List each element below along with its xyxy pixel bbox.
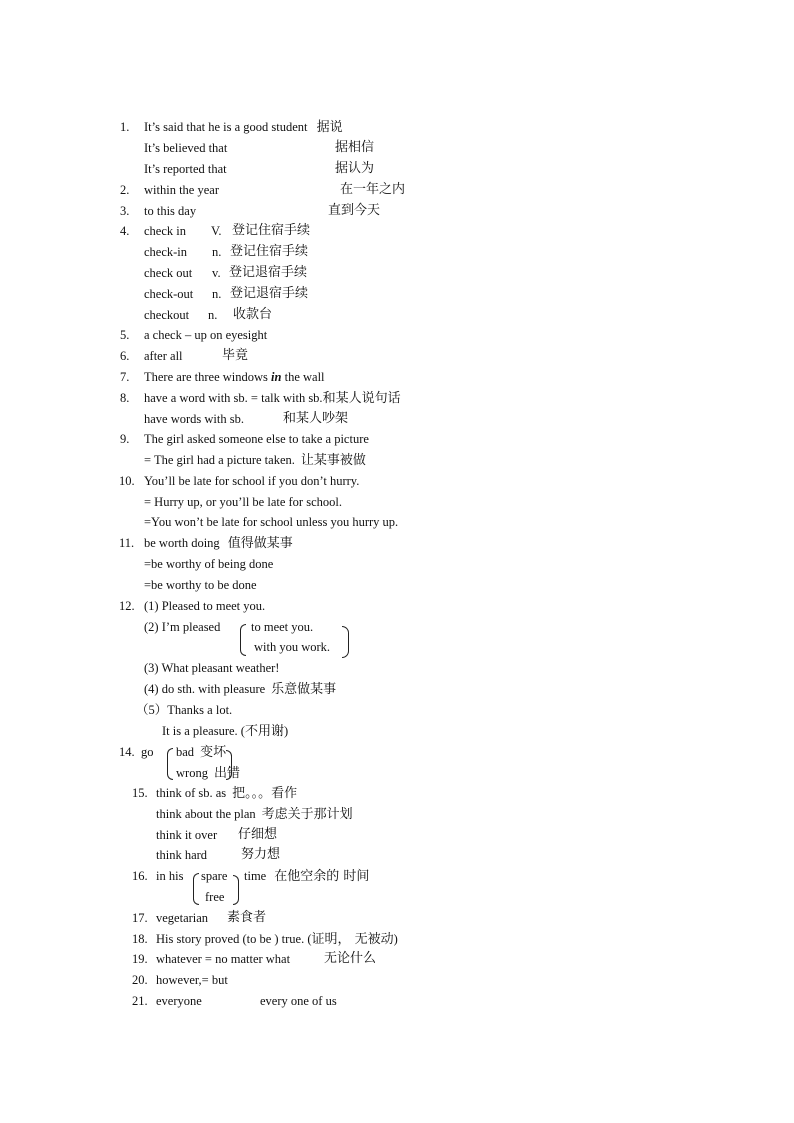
- item-9-text-2: = The girl had a picture taken. 让某事被做: [144, 453, 366, 468]
- item-4-row-2-pos: n.: [212, 245, 222, 259]
- item-2-zh: 在一年之内: [340, 182, 406, 197]
- item-15-text-4: think hard: [156, 848, 208, 862]
- item-7-number: 7.: [120, 370, 130, 384]
- item-11-text-2: =be worthy of being done: [144, 557, 274, 571]
- item-10-number: 10.: [119, 474, 135, 488]
- item-16-number: 16.: [132, 869, 148, 883]
- item-12-sub-4: (4) do sth. with pleasure 乐意做某事: [144, 682, 337, 697]
- item-8-text-1: have a word with sb. = talk with sb.和某人说句话: [144, 391, 401, 406]
- item-4-row-5-word: checkout: [144, 308, 190, 322]
- item-17-text: vegetarian: [156, 911, 209, 925]
- right-brace: [342, 626, 349, 658]
- item-12-sub-1: (1) Pleased to meet you.: [144, 599, 266, 613]
- item-18-text: His story proved (to be ) true. (证明， 无被动): [156, 932, 398, 947]
- item-17-zh: 素食者: [227, 910, 267, 925]
- item-21-number: 21.: [132, 994, 148, 1008]
- item-12-sub-3: (3) What pleasant weather!: [144, 661, 280, 675]
- item-20-text: however,= but: [156, 973, 228, 987]
- item-17-number: 17.: [132, 911, 148, 925]
- item-1-zh-3: 据认为: [335, 161, 375, 176]
- item-12-brace-1: to meet you.: [251, 620, 314, 634]
- item-20-number: 20.: [132, 973, 148, 987]
- item-15-zh-4: 努力想: [241, 847, 281, 862]
- item-4-row-3-word: check out: [144, 266, 193, 280]
- item-14-opt-2: wrong 出错: [176, 766, 240, 781]
- item-7-text: There are three windows in the wall: [144, 370, 325, 384]
- item-2-number: 2.: [120, 183, 130, 197]
- item-4-row-2-zh: 登记住宿手续: [230, 244, 309, 259]
- item-12-sub-6: It is a pleasure. (不用谢): [162, 724, 289, 739]
- item-15-text-1: think of sb. as 把。。。看作: [156, 786, 298, 801]
- left-brace: [193, 873, 199, 905]
- item-8-zh-2: 和某人吵架: [283, 411, 349, 426]
- item-9-text-1: The girl asked someone else to take a picture: [144, 432, 369, 446]
- left-brace: [167, 748, 173, 780]
- item-8-text-2: have words with sb.: [144, 412, 244, 426]
- item-19-text: whatever = no matter what: [156, 952, 291, 966]
- item-15-text-3: think it over: [156, 828, 218, 842]
- item-4-row-2-word: check-in: [144, 245, 188, 259]
- item-16-post: time 在他空余的 时间: [244, 869, 370, 884]
- item-14-opt-1: bad 变坏: [176, 745, 227, 760]
- item-4-row-4-zh: 登记退宿手续: [230, 286, 309, 301]
- item-3-number: 3.: [120, 204, 130, 218]
- item-21-text: everyone: [156, 994, 202, 1008]
- item-4-row-4-pos: n.: [212, 287, 222, 301]
- item-16-opt-1: spare: [201, 869, 228, 883]
- item-12-number: 12.: [119, 599, 135, 613]
- item-4-row-5-pos: n.: [208, 308, 218, 322]
- item-16-opt-2: free: [205, 890, 225, 904]
- item-14-word: go: [141, 745, 154, 759]
- item-4-row-3-pos: v.: [212, 266, 221, 280]
- item-6-number: 6.: [120, 349, 130, 363]
- item-11-text-1: be worth doing 值得做某事: [144, 536, 293, 551]
- item-4-row-5-zh: 收款台: [233, 307, 273, 322]
- item-15-zh-3: 仔细想: [238, 827, 278, 842]
- item-1-text-3: It’s reported that: [144, 162, 227, 176]
- item-1-zh-2: 据相信: [335, 140, 375, 155]
- item-10-text-1: You’ll be late for school if you don’t hurry.: [144, 474, 360, 488]
- item-1-text-2: It’s believed that: [144, 141, 228, 155]
- item-5-number: 5.: [120, 328, 130, 342]
- item-6-zh: 毕竟: [222, 348, 249, 363]
- item-4-row-1-pos: V.: [211, 224, 222, 238]
- item-8-number: 8.: [120, 391, 130, 405]
- item-11-text-3: =be worthy to be done: [144, 578, 257, 592]
- item-4-number: 4.: [120, 224, 130, 238]
- item-16-pre: in his: [156, 869, 184, 883]
- item-4-row-1-zh: 登记住宿手续: [232, 223, 311, 238]
- item-12-brace-2: with you work.: [254, 640, 331, 654]
- item-4-row-3-zh: 登记退宿手续: [229, 265, 308, 280]
- item-3-zh: 直到今天: [328, 203, 381, 218]
- item-21-text-2: every one of us: [260, 994, 337, 1008]
- item-19-number: 19.: [132, 952, 148, 966]
- item-12-sub-5: （5）Thanks a lot.: [136, 703, 233, 717]
- item-15-number: 15.: [132, 786, 148, 800]
- item-6-text: after all: [144, 349, 183, 363]
- item-1-text-1: It’s said that he is a good student 据说: [144, 120, 343, 135]
- item-12-sub-2: (2) I’m pleased: [144, 620, 221, 634]
- emphasis-in: in: [271, 370, 282, 384]
- item-10-text-3: =You won’t be late for school unless you hurry up.: [144, 515, 399, 529]
- item-1-line-1: [120, 119, 129, 135]
- left-brace: [240, 624, 246, 656]
- item-4-row-1-word: check in: [144, 224, 186, 238]
- right-brace: [233, 875, 239, 905]
- item-3-text: to this day: [144, 204, 197, 218]
- item-18-number: 18.: [132, 932, 148, 946]
- item-11-number: 11.: [119, 536, 135, 550]
- item-5-text: a check – up on eyesight: [144, 328, 268, 342]
- item-14-number: 14.: [119, 745, 135, 759]
- item-9-number: 9.: [120, 432, 130, 446]
- item-10-text-2: = Hurry up, or you’ll be late for school.: [144, 495, 342, 509]
- item-4-row-4-word: check-out: [144, 287, 194, 301]
- item-number: 1.: [120, 120, 130, 134]
- item-2-text: within the year: [144, 183, 219, 197]
- item-19-zh: 无论什么: [324, 951, 377, 966]
- item-15-text-2: think about the plan 考虑关于那计划: [156, 807, 353, 822]
- right-brace: [226, 750, 232, 780]
